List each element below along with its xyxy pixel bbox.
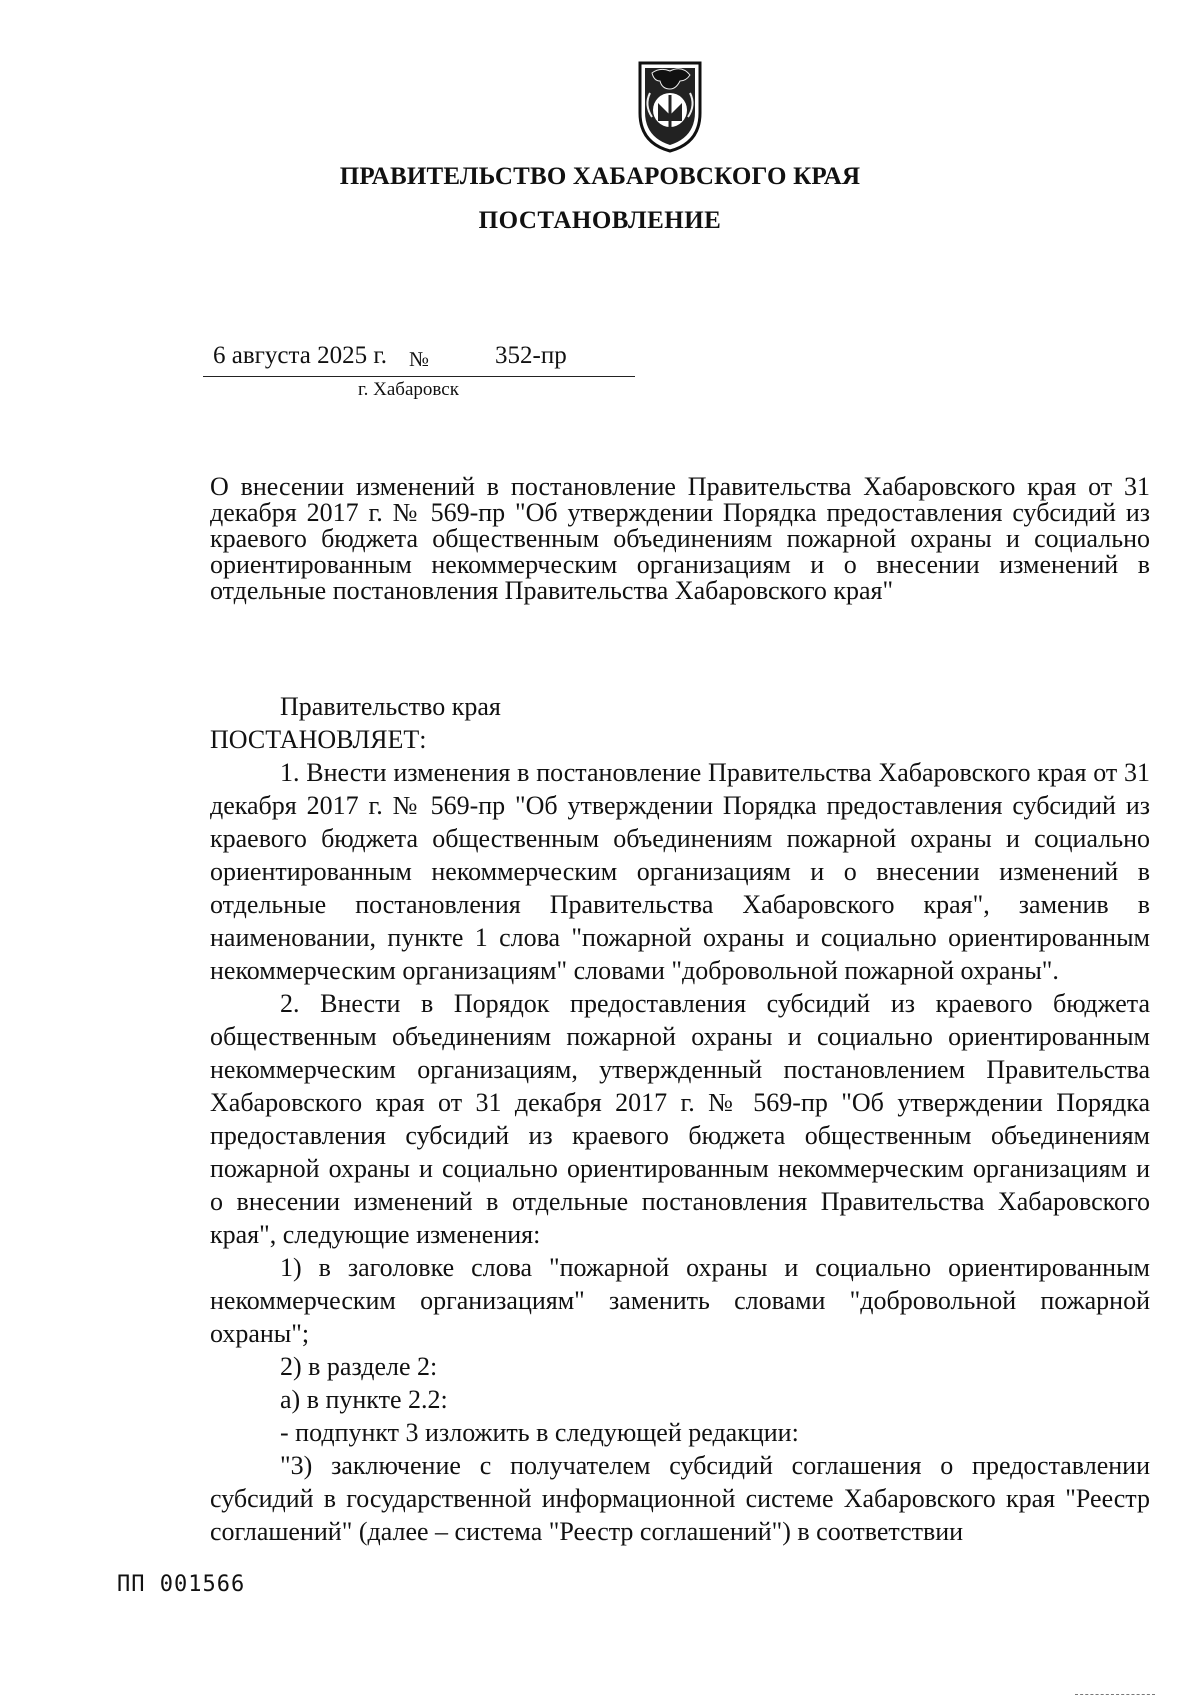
paragraph-1: 1. Внести изменения в постановление Правительства Хабаровского края от 31 декабря 2017 г. № 569-пр "Об утверждении Порядка предоставления субсидий из краевого бюджета общественным объединениям пожарной охраны и социально ориентированным некоммерческим организациям и о внесении изменений в отдельные постановления Правительства Хабаровского края", заменив в наименовании, пункте 1 слова "пожарной охраны и социально ориентированным некоммерческим организациям" словами "добровольной пожарной охраны".: [210, 758, 1150, 985]
resolves-heading: ПОСТАНОВЛЯЕТ:: [210, 725, 427, 754]
khabarovsk-coat-of-arms-icon: [630, 55, 710, 155]
document-title: О внесении изменений в постановление Правительства Хабаровского края от 31 декабря 2017 г. № 569-пр "Об утверждении Порядка предоставления субсидий из краевого бюджета общественным объединениям пожарной охраны и социально ориентированным некоммерческим организациям и о внесении изменений в отдельные постановления Правительства Хабаровского края": [210, 472, 1150, 605]
subitem-a: а) в пункте 2.2:: [280, 1385, 448, 1414]
document-number: 352-пр: [495, 342, 567, 369]
subitem-dash: - подпункт 3 изложить в следующей редакции:: [280, 1418, 799, 1447]
date-number-line: [203, 342, 635, 377]
subitem-2: 2) в разделе 2:: [280, 1352, 438, 1381]
document-date: 6 августа 2025 г.: [213, 342, 388, 369]
paragraph-2: 2. Внести в Порядок предоставления субсидий из краевого бюджета общественным объединениям пожарной охраны и социально ориентированным некоммерческим организациям, утвержденный постановлением Правительства Хабаровского края от 31 декабря 2017 г. № 569-пр "Об утверждении Порядка предоставления субсидий из краевого бюджета общественным объединениям пожарной охраны и социально ориентированным некоммерческим организациям и о внесении изменений в отдельные постановления Правительства Хабаровского края", следующие изменения:: [210, 989, 1150, 1249]
document-type: ПОСТАНОВЛЕНИЕ: [478, 207, 722, 234]
document-body: [210, 690, 1150, 1548]
scan-mark: [1075, 1694, 1155, 1697]
quoted-subitem-3: "3) заключение с получателем субсидий соглашения о предоставлении субсидий в государственной информационной системе Хабаровского края "Реестр соглашений" (далее – система "Реестр соглашений") в соответствии: [210, 1451, 1150, 1546]
document-city: г. Хабаровск: [358, 379, 459, 400]
government-name: ПРАВИТЕЛЬСТВО ХАБАРОВСКОГО КРАЯ: [339, 163, 861, 190]
preamble: Правительство края: [280, 692, 501, 721]
subitem-1: 1) в заголовке слова "пожарной охраны и социально ориентированным некоммерческим организациям" заменить словами "добровольной пожарной охраны";: [210, 1253, 1150, 1348]
number-sign: №: [409, 347, 430, 371]
footer-code: ПП 001566: [117, 1572, 246, 1597]
